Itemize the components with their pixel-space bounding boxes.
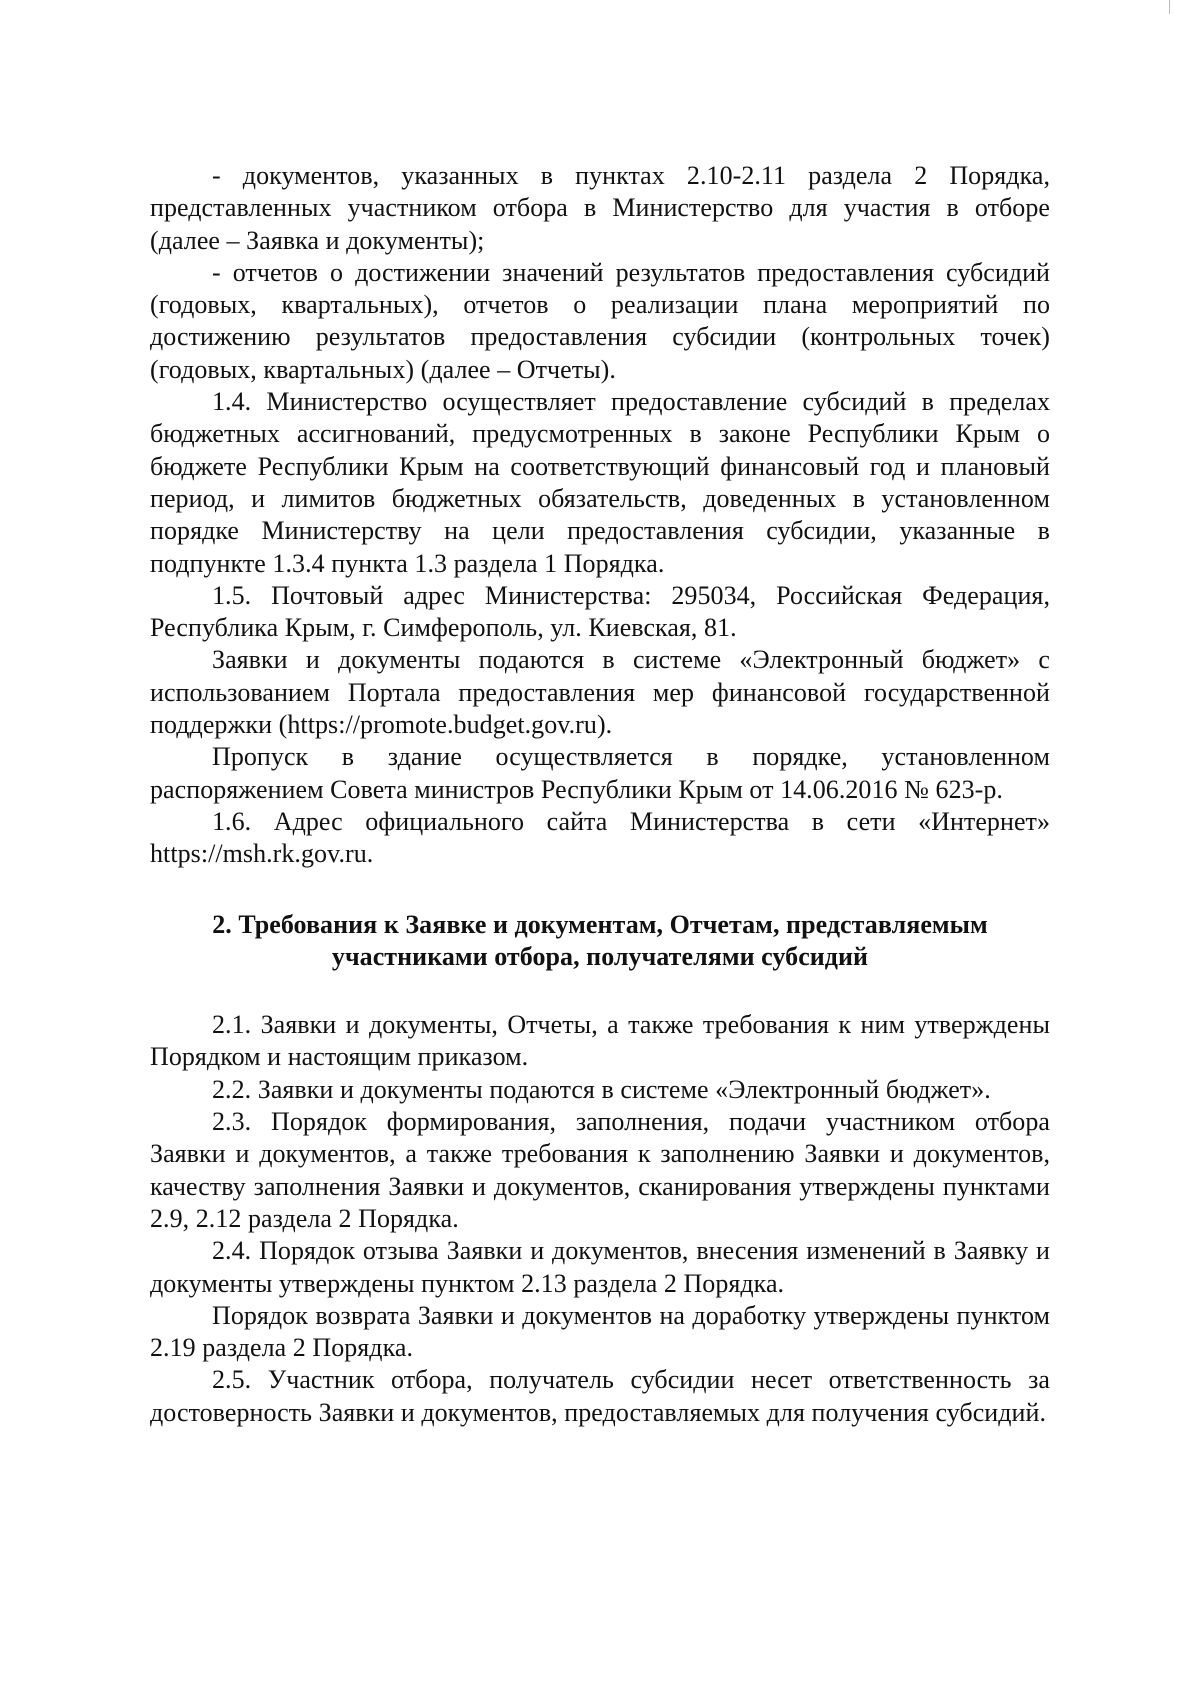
paragraph-1-6: 1.6. Адрес официального сайта Министерства в сети «Интернет» https://msh.rk.gov.ru. (150, 806, 1050, 869)
scan-mark (1169, 0, 1170, 14)
paragraph-documents: - документов, указанных в пунктах 2.10-2.11 раздела 2 Порядка, представленных участником отбора в Министерство для участия в отборе (далее – Заявка и документы); (150, 161, 1050, 255)
paragraph-electronic-budget: Заявки и документы подаются в системе «Электронный бюджет» с использованием Портала предоставления мер финансовой государственной поддержки (https://promote.budget.gov.ru). (150, 645, 1050, 740)
section-2-heading (150, 909, 1050, 974)
paragraph-2-5: 2.5. Участник отбора, получатель субсидии несет ответственность за достоверность Заявки и документов, предоставляемых для получения субсидий. (150, 1365, 1050, 1427)
paragraph-reports: - отчетов о достижении значений результатов предоставления субсидий (годовых, квартальных), отчетов о реализации плана мероприятий по достижению результатов предоставления субсидии (контрольных точек) (годовых, квартальных) (далее – Отчеты). (150, 257, 1050, 384)
section-2-heading-line1: 2. Требования к Заявке и документам, Отчетам, представляемым (212, 909, 988, 939)
paragraph-2-1: 2.1. Заявки и документы, Отчеты, а также требования к ним утверждены Порядком и настоящим приказом. (150, 1010, 1050, 1072)
paragraph-2-2: 2.2. Заявки и документы подаются в системе «Электронный бюджет». (212, 1074, 991, 1104)
section-2-heading-line2: участниками отбора, получателями субсидий (331, 941, 869, 971)
paragraph-1-5: 1.5. Почтовый адрес Министерства: 295034, Российская Федерация, Республика Крым, г. Симферополь, ул. Киевская, 81. (150, 580, 1050, 643)
paragraph-building-access: Пропуск в здание осуществляется в порядке, установленном распоряжением Совета министров Республики Крым от 14.06.2016 № 623-р. (150, 742, 1050, 804)
document-body (150, 160, 1050, 1429)
paragraph-2-3: 2.3. Порядок формирования, заполнения, подачи участником отбора Заявки и документов, а также требования к заполнению Заявки и документов, качеству заполнения Заявки и документов, сканирования утверждены пунктами 2.9, 2.12 раздела 2 Порядка. (150, 1107, 1050, 1233)
paragraph-return-for-revision: Порядок возврата Заявки и документов на доработку утверждены пунктом 2.19 раздела 2 Порядка. (150, 1300, 1050, 1363)
paragraph-1-4: 1.4. Министерство осуществляет предоставление субсидий в пределах бюджетных ассигнований, предусмотренных в законе Республики Крым о бюджете Республики Крым на соответствующий финансовый год и плановый период, и лимитов бюджетных обязательств, доведенных в установленном порядке Министерству на цели предоставления субсидии, указанные в подпункте 1.3.4 пункта 1.3 раздела 1 Порядка. (150, 387, 1050, 578)
paragraph-2-4: 2.4. Порядок отзыва Заявки и документов, внесения изменений в Заявку и документы утверждены пунктом 2.13 раздела 2 Порядка. (150, 1236, 1050, 1298)
